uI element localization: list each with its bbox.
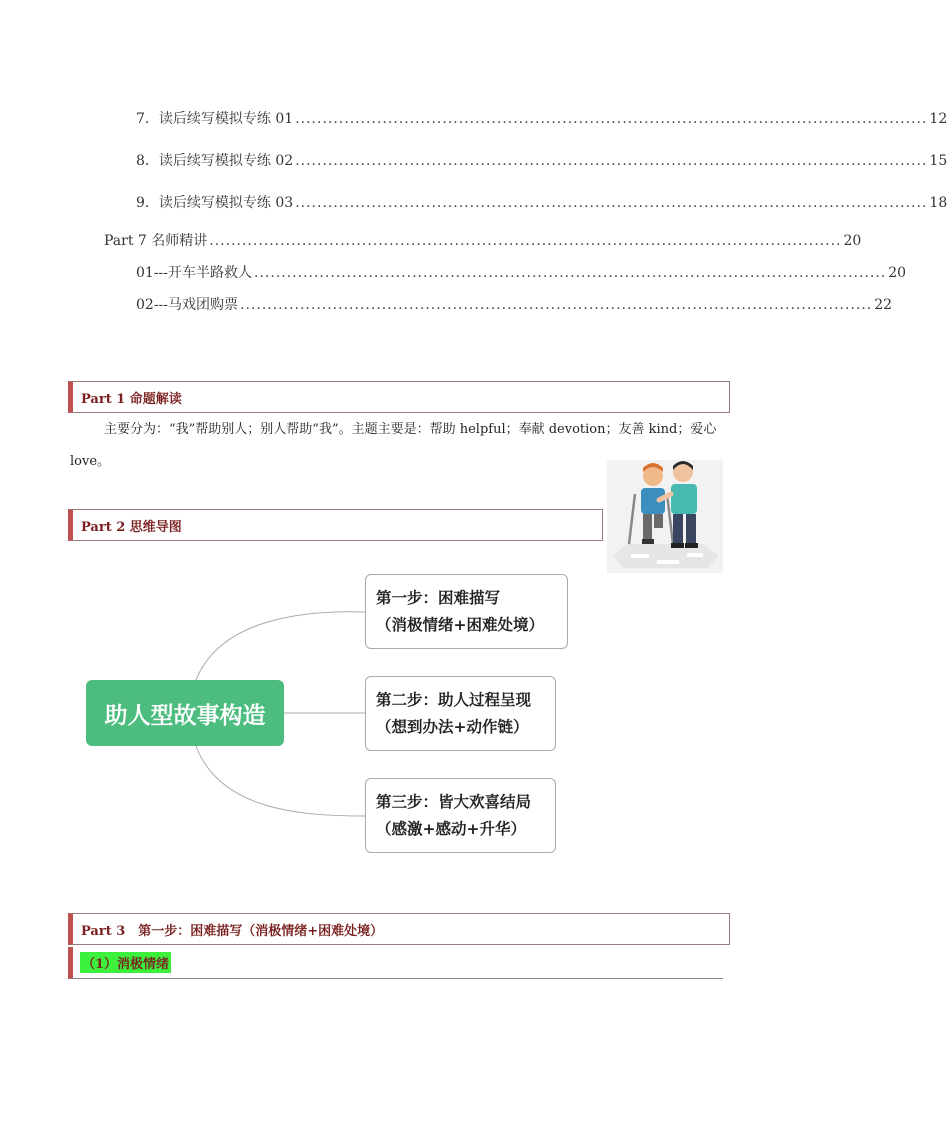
toc-leader: ....................................................................................................................: [295, 195, 928, 211]
toc-leader: ....................................................................................................................: [254, 265, 887, 281]
toc-page: 18: [929, 195, 947, 211]
toc-row-8[interactable]: [136, 150, 947, 170]
toc-number: 7．: [136, 111, 159, 127]
step-detail: （想到办法+动作链）: [376, 718, 529, 736]
step-title: 第二步：助人过程呈现: [376, 691, 532, 709]
toc-number: 8．: [136, 153, 159, 169]
toc-title: 读后续写模拟专练 02: [158, 153, 294, 169]
part1-heading-text: Part 1 命题解读: [81, 391, 182, 407]
toc-leader: ....................................................................................................................: [295, 111, 928, 127]
toc-page: 20: [843, 233, 862, 249]
toc-page: 20: [888, 265, 907, 281]
mindmap-step-3: [365, 778, 556, 853]
toc-page: 12: [929, 111, 947, 127]
part1-line2: love。: [70, 454, 111, 469]
toc-row-part7[interactable]: [104, 230, 862, 250]
part2-heading: [68, 509, 603, 541]
toc-leader: ....................................................................................................................: [240, 297, 873, 313]
step-detail: （感激+感动+升华）: [376, 820, 526, 838]
toc-page: 22: [874, 297, 893, 313]
toc-title: 01---开车半路救人: [136, 265, 253, 281]
toc-leader: ....................................................................................................................: [209, 233, 842, 249]
part2-heading-text: Part 2 思维导图: [81, 519, 182, 535]
toc-title: 读后续写模拟专练 03: [158, 195, 294, 211]
toc-title: 02---马戏团购票: [136, 297, 239, 313]
mindmap-step-1: [365, 574, 568, 649]
toc-number: 9．: [136, 195, 159, 211]
mindmap-step-2: [365, 676, 556, 751]
step-detail: （消极情绪+困难处境）: [376, 616, 544, 634]
toc-title: Part 7 名师精讲: [104, 233, 208, 249]
subheading-highlight: （1）消极情绪: [80, 952, 171, 973]
step-title: 第三步：皆大欢喜结局: [376, 793, 532, 811]
part3-subheading: [68, 947, 723, 979]
part3-heading: [68, 913, 730, 945]
part3-heading-text: Part 3 第一步：困难描写（消极情绪+困难处境）: [81, 923, 384, 939]
part1-heading: [68, 381, 730, 413]
toc-row-7[interactable]: [136, 108, 947, 128]
mindmap-root-label: 助人型故事构造: [104, 702, 266, 729]
part1-line1: 主要分为：“我”帮助别人；别人帮助“我”。主题主要是：帮助 helpful；奉献 devotion；友善 kind；爱心: [104, 422, 717, 437]
toc-row-01[interactable]: [136, 262, 907, 282]
toc-title: 读后续写模拟专练 01: [158, 111, 294, 127]
mindmap-root: [86, 680, 284, 746]
toc-page: 15: [929, 153, 947, 169]
toc-leader: ....................................................................................................................: [295, 153, 928, 169]
toc-row-02[interactable]: [136, 294, 893, 314]
step-title: 第一步：困难描写: [376, 589, 501, 607]
toc-row-9[interactable]: [136, 192, 947, 212]
helping-people-icon: [607, 460, 723, 573]
helping-illustration: [607, 460, 723, 573]
